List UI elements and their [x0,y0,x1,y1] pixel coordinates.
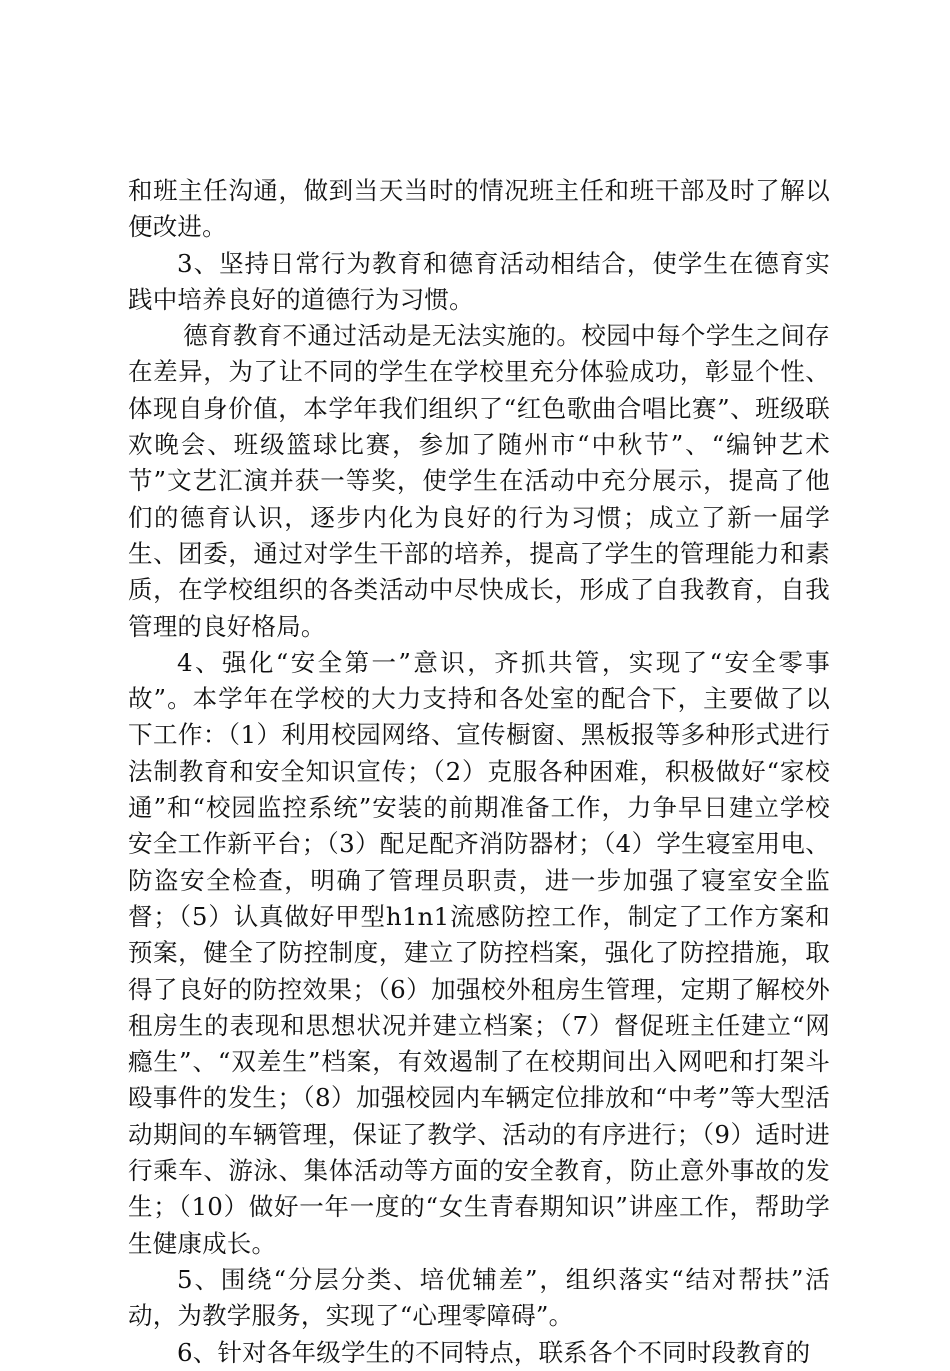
paragraph-item-4: 4、强化“安全第一”意识，齐抓共管，实现了“安全零事故”。本学年在学校的大力支持和各处室的配合下，主要做了以下工作：（1）利用校园网络、宣传橱窗、黑板报等多种形式进行法制教育和安全知识宣传；（2）克服各种困难，积极做好“家校通”和“校园监控系统”安装的前期准备工作，力争早日建立学校安全工作新平台；（3）配足配齐消防器材；（4）学生寝室用电、防盗安全检查，明确了管理员职责，进一步加强了寝室安全监督；（5）认真做好甲型h1n1流感防控工作，制定了工作方案和预案，健全了防控制度，建立了防控档案，强化了防控措施，取得了良好的防控效果；（6）加强校外租房生管理，定期了解校外租房生的表现和思想状况并建立档案；（7）督促班主任建立“网瘾生”、“双差生”档案，有效遏制了在校期间出入网吧和打架斗殴事件的发生；（8）加强校园内车辆定位排放和“中考”等大型活动期间的车辆管理，保证了教学、活动的有序进行；（9）适时进行乘车、游泳、集体活动等方面的安全教育，防止意外事故的发生；（10）做好一年一度的“女生青春期知识”讲座工作，帮助学生健康成长。 [128,647,830,1258]
paragraph-item-3: 3、坚持日常行为教育和德育活动相结合，使学生在德育实践中培养良好的道德行为习惯。 [128,248,830,314]
paragraph-item-5: 5、围绕“分层分类、培优辅差”，组织落实“结对帮扶”活动，为教学服务，实现了“心理零障碍”。 [128,1264,830,1331]
paragraph-moral-activities: 德育教育不通过活动是无法实施的。校园中每个学生之间存在差异，为了让不同的学生在学校里充分体验成功，彰显个性、体现自身价值，本学年我们组织了“红色歌曲合唱比赛”、班级联欢晚会、班级篮球比赛，参加了随州市“中秋节”、“编钟艺术节”文艺汇演并获一等奖，使学生在活动中充分展示，提高了他们的德育认识，逐步内化为良好的行为习惯；成立了新一届学生、团委，通过对学生干部的培养，提高了学生的管理能力和素质，在学校组织的各类活动中尽快成长，形成了自我教育，自我管理的良好格局。 [128,321,830,641]
paragraph-item-6: 6、针对各年级学生的不同特点，联系各个不同时段教育的 [177,1337,811,1367]
document-body [128,173,830,1371]
paragraph-continuation: 和班主任沟通，做到当天当时的情况班主任和班干部及时了解以便改进。 [128,176,830,242]
